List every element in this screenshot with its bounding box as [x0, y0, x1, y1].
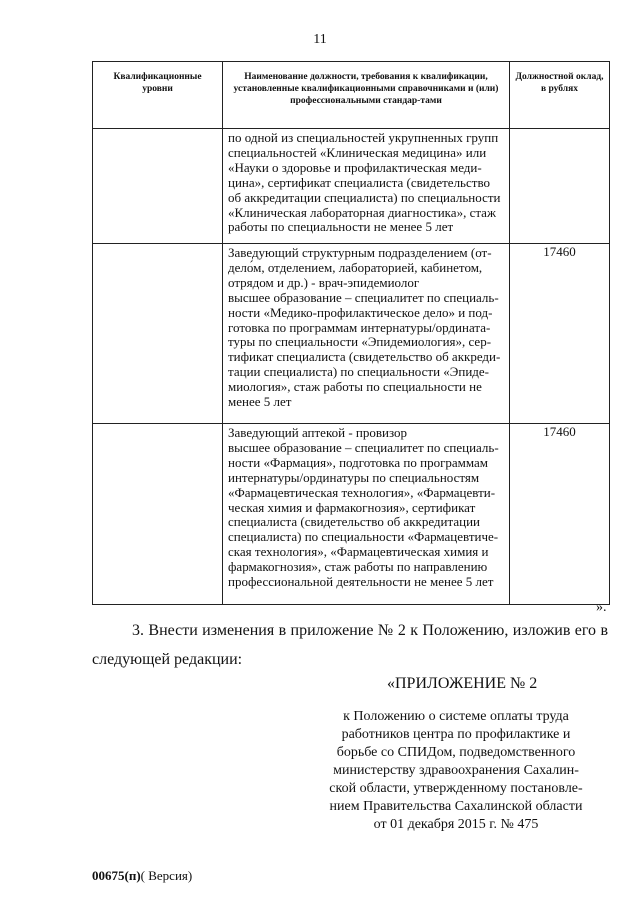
- text-line: об аккредитации специалиста) по специальности: [228, 189, 501, 205]
- text-line: высшее образование – специалитет по специаль-: [228, 439, 499, 455]
- document-footer: [92, 868, 192, 884]
- paragraph-line-1: 3. Внести изменения в приложение № 2 к Положению, изложив его в: [132, 622, 608, 639]
- row-requirements-cell: [223, 424, 510, 605]
- appendix-title: «ПРИЛОЖЕНИЕ № 2: [387, 675, 538, 692]
- header-qualification-levels: Квалификационные уровни: [93, 62, 223, 129]
- table-row: [93, 244, 610, 424]
- text-line: работы по специальности не менее 5 лет: [228, 219, 454, 235]
- appendix-description: [300, 708, 612, 834]
- text-line: цина», сертификат специалиста (свидетельство: [228, 174, 490, 190]
- text-line: ности «Медико-профилактическое дело» и под-: [228, 304, 493, 320]
- text-line: Заведующий структурным подразделением (от-: [228, 245, 492, 260]
- text-line: туры по специальности «Эпидемиология», сер-: [228, 334, 492, 350]
- text-line: борьбе со СПИДом, подведомственного: [336, 745, 576, 760]
- text-line: дело́м, отделением, лабораторией, кабинетом,: [228, 259, 483, 275]
- row-salary-cell: 17460: [510, 244, 610, 424]
- text-line: высшее образование – специалитет по специаль-: [228, 289, 499, 305]
- row-salary-cell: 17460: [510, 424, 610, 605]
- header-salary: Должностной оклад, в рублях: [510, 62, 610, 129]
- text-line: менее 5 лет: [228, 394, 292, 410]
- text-line: фармакогнозия», стаж работы по направлению: [228, 559, 488, 575]
- table-row: [93, 129, 610, 244]
- text-line: работников центра по профилактике и: [341, 727, 571, 742]
- text-line: специальностей «Клиническая медицина» или: [228, 144, 487, 160]
- text-line: нием Правительства Сахалинской области: [329, 799, 583, 814]
- row-salary-cell: [510, 129, 610, 244]
- closing-quote: ».: [596, 600, 607, 615]
- row-requirements-cell: [223, 129, 510, 244]
- text-line: отрядом и др.) - врач-эпидемиолог: [228, 274, 420, 290]
- text-line: «Науки о здоровье и профилактическая меди-: [228, 159, 482, 175]
- text-line: миология», стаж работы по специальности не: [228, 379, 482, 395]
- table-header-row: [93, 62, 610, 129]
- text-line: ческая химия и фармакогнозия», сертификат: [228, 499, 476, 515]
- text-line: интернатуры/ординатуры по специальностям: [228, 469, 480, 485]
- text-line: тации специалиста) по специальности «Эпиде-: [228, 364, 489, 380]
- text-line: ской области, утвержденному постановле-: [329, 781, 583, 796]
- text-line: специалиста (свидетельство об аккредитации: [228, 514, 480, 530]
- header-position-requirements: Наименование должности, требования к квалификации, установленные квалификационными справочниками и (или) профессиональными стандар-тами: [223, 62, 510, 129]
- text-line: ская технология», «Фармацевтическая химия и: [228, 544, 489, 560]
- text-line: министерству здравоохранения Сахалин-: [333, 763, 579, 778]
- text-line: от 01 декабря 2015 г. № 475: [373, 817, 539, 832]
- text-line: по одной из специальностей укрупненных групп: [228, 130, 499, 145]
- text-line: готовка по программам интернатуры/ордината-: [228, 319, 491, 335]
- qualification-table: [92, 61, 610, 605]
- row-level-cell: [93, 424, 223, 605]
- row-level-cell: [93, 244, 223, 424]
- text-line: «Клиническая лабораторная диагностика», стаж: [228, 204, 496, 220]
- text-line: «Фармацевтическая технология», «Фармацевти-: [228, 484, 496, 500]
- text-line: тификат специалиста (свидетельство об аккреди-: [228, 349, 501, 365]
- table-row: [93, 424, 610, 605]
- footer-version: ( Версия): [140, 868, 193, 883]
- page-number: 11: [313, 32, 327, 47]
- footer-code: 00675(п): [92, 868, 141, 883]
- row-requirements-cell: [223, 244, 510, 424]
- text-line: ности «Фармация», подготовка по программам: [228, 454, 489, 470]
- paragraph-line-2: следующей редакции:: [92, 651, 243, 668]
- text-line: Заведующий аптекой - провизор: [228, 425, 408, 440]
- text-line: к Положению о системе оплаты труда: [343, 709, 569, 724]
- text-line: профессиональной деятельности не менее 5 лет: [228, 574, 494, 590]
- row-level-cell: [93, 129, 223, 244]
- text-line: специалиста) по специальности «Фармацевтиче-: [228, 529, 499, 545]
